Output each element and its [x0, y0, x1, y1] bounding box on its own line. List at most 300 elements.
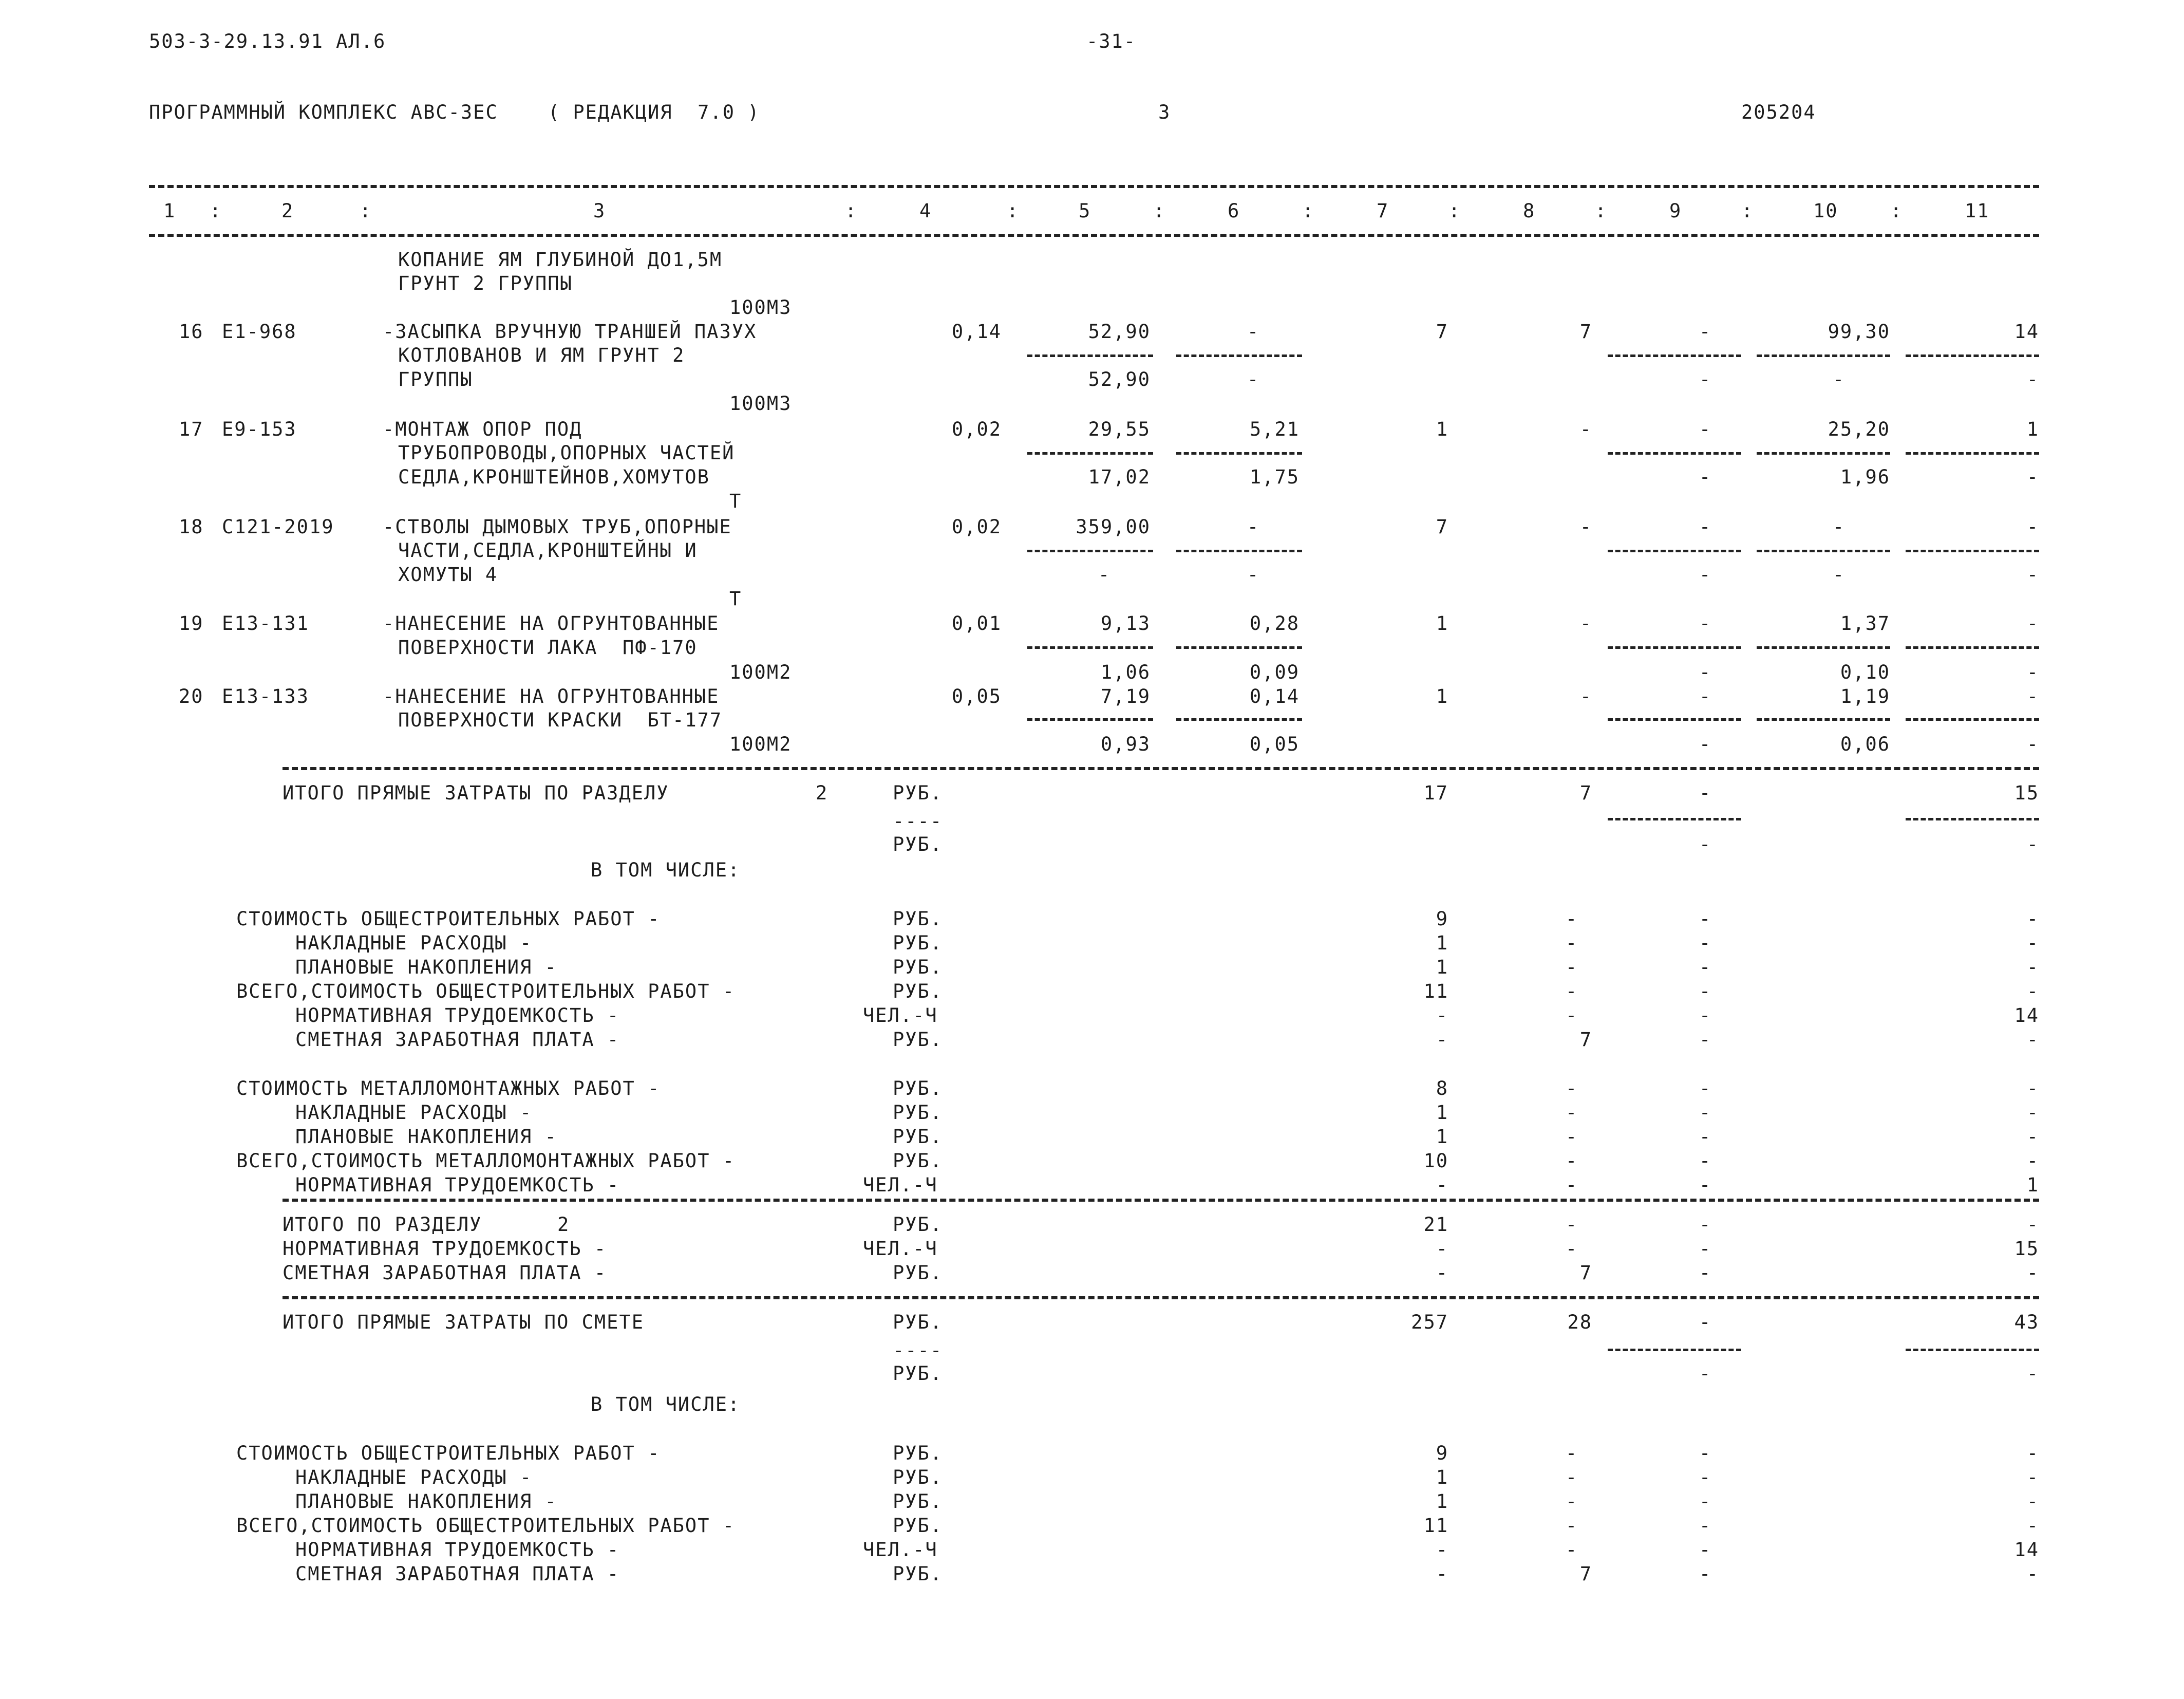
col-separator: : — [845, 200, 858, 222]
unit-label: РУБ. — [893, 1466, 943, 1488]
value-col9: - — [1699, 1213, 1712, 1236]
breakdown-label: НАКЛАДНЫЕ РАСХОДЫ - — [295, 932, 533, 954]
breakdown-label: НОРМАТИВНАЯ ТРУДОЕМКОСТЬ - — [295, 1174, 620, 1196]
total-col9: - — [1699, 782, 1712, 804]
cell-rule — [1176, 646, 1302, 649]
cell-rule — [1906, 452, 2039, 455]
col-header-1: 1 — [163, 200, 176, 222]
value-col9: - — [1699, 1101, 1712, 1124]
total-col11: 15 — [2014, 782, 2039, 804]
total-col11: 43 — [2014, 1311, 2039, 1333]
item-description-line: -НАНЕСЕНИЕ НА ОГРУНТОВАННЫЕ — [383, 685, 720, 707]
total-col9: - — [1699, 1311, 1712, 1333]
item-unit: 100М2 — [729, 661, 792, 683]
unit-label: РУБ. — [893, 1563, 943, 1585]
value-col7: 1 — [1436, 1490, 1448, 1513]
breakdown-label: НАКЛАДНЫЕ РАСХОДЫ - — [295, 1101, 533, 1124]
cell-col6: 0,14 — [1249, 685, 1300, 707]
value-col11: - — [2026, 1442, 2039, 1464]
including-heading: В ТОМ ЧИСЛЕ: — [591, 859, 741, 881]
cell-col9-sub: - — [1699, 466, 1712, 488]
cell-col10: 1,37 — [1840, 612, 1890, 634]
total-col11-sub: - — [2026, 833, 2039, 855]
value-col9: - — [1699, 1004, 1712, 1026]
breakdown-label: СМЕТНАЯ ЗАРАБОТНАЯ ПЛАТА - — [295, 1029, 620, 1051]
value-col11: - — [2026, 908, 2039, 930]
cell-col8: 7 — [1579, 321, 1592, 343]
value-col8: 7 — [1579, 1262, 1592, 1284]
value-col11: - — [2026, 980, 2039, 1002]
value-col7: 1 — [1436, 1101, 1448, 1124]
breakdown-label: СТОИМОСТЬ МЕТАЛЛОМОНТАЖНЫХ РАБОТ - — [236, 1077, 661, 1099]
cell-col9-sub: - — [1699, 661, 1712, 683]
cell-col9-sub: - — [1699, 733, 1712, 755]
item-number: 19 — [179, 612, 204, 634]
value-col9: - — [1699, 956, 1712, 978]
unit-label: ЧЕЛ.-Ч — [863, 1004, 938, 1026]
value-col9: - — [1699, 1238, 1712, 1260]
cell-col10-sub: - — [1832, 368, 1846, 390]
item-description-line: -СТВОЛЫ ДЫМОВЫХ ТРУБ,ОПОРНЫЕ — [383, 516, 732, 538]
value-col7: 9 — [1436, 908, 1448, 930]
col-separator: : — [1007, 200, 1020, 222]
value-col7: - — [1436, 1563, 1448, 1585]
value-col8: - — [1565, 1213, 1578, 1236]
item-number: 20 — [179, 685, 204, 707]
value-col8: - — [1565, 980, 1578, 1002]
col-separator: : — [1595, 200, 1608, 222]
cell-rule — [1608, 718, 1741, 721]
value-col7: 10 — [1423, 1150, 1448, 1172]
breakdown-label: НОРМАТИВНАЯ ТРУДОЕМКОСТЬ - — [283, 1238, 607, 1260]
breakdown-label: ПЛАНОВЫЕ НАКОПЛЕНИЯ - — [295, 956, 557, 978]
cell-col5: 359,00 — [1076, 516, 1151, 538]
cell-col7: 7 — [1436, 516, 1448, 538]
cell-rule — [1176, 452, 1302, 455]
cell-rule — [1608, 1349, 1741, 1351]
breakdown-label: ВСЕГО,СТОИМОСТЬ ОБЩЕСТРОИТЕЛЬНЫХ РАБОТ - — [236, 1515, 736, 1537]
item-code: С121-2019 — [222, 516, 334, 538]
cell-rule — [1608, 550, 1741, 552]
value-col11: 14 — [2014, 1004, 2039, 1026]
sheet-number: 3 — [1158, 101, 1171, 123]
breakdown-label: НОРМАТИВНАЯ ТРУДОЕМКОСТЬ - — [295, 1004, 620, 1026]
section-rule — [283, 1199, 2039, 1202]
value-col11: - — [2026, 1029, 2039, 1051]
col-separator: : — [1302, 200, 1315, 222]
cell-col8: - — [1579, 685, 1592, 707]
unit-label: РУБ. — [893, 1362, 943, 1385]
value-col8: - — [1565, 908, 1578, 930]
unit-label: ЧЕЛ.-Ч — [863, 1238, 938, 1260]
breakdown-label: ПЛАНОВЫЕ НАКОПЛЕНИЯ - — [295, 1126, 557, 1148]
item-description-line: ЧАСТИ,СЕДЛА,КРОНШТЕЙНЫ И — [398, 539, 698, 562]
value-col9: - — [1699, 1150, 1712, 1172]
value-col8: - — [1565, 1150, 1578, 1172]
cell-col6: 5,21 — [1249, 418, 1300, 440]
unit-label: РУБ. — [893, 1077, 943, 1099]
col-header-7: 7 — [1377, 200, 1389, 222]
cell-rule — [1608, 818, 1741, 820]
value-col7: - — [1436, 1174, 1448, 1196]
value-col11: - — [2026, 1466, 2039, 1488]
header-bottom-rule — [149, 234, 2039, 237]
value-col7: - — [1436, 1004, 1448, 1026]
cell-rule — [1757, 646, 1890, 649]
total-col8: 7 — [1579, 782, 1592, 804]
item-description-line: ГРУНТ 2 ГРУППЫ — [398, 272, 573, 294]
unit-label: ЧЕЛ.-Ч — [863, 1539, 938, 1561]
item-unit: Т — [729, 588, 742, 610]
cell-rule — [1906, 818, 2039, 820]
unit-label: РУБ. — [893, 782, 943, 804]
value-col8: - — [1565, 1442, 1578, 1464]
unit-label: РУБ. — [893, 1150, 943, 1172]
cell-col7: 1 — [1436, 685, 1448, 707]
value-col9: - — [1699, 1539, 1712, 1561]
value-col8: - — [1565, 1174, 1578, 1196]
unit-label: РУБ. — [893, 1213, 943, 1236]
item-description-line: ПОВЕРХНОСТИ ЛАКА ПФ-170 — [398, 637, 698, 659]
col-header-10: 10 — [1813, 200, 1838, 222]
cell-col11: 14 — [2014, 321, 2039, 343]
cell-col5-sub: - — [1098, 564, 1111, 586]
cell-col6-sub: 1,75 — [1249, 466, 1300, 488]
document-code: 503-3-29.13.91 АЛ.6 — [149, 30, 386, 52]
item-description-line: ХОМУТЫ 4 — [398, 564, 498, 586]
item-unit: 100М3 — [729, 393, 792, 415]
cell-col4: 0,05 — [951, 685, 1002, 707]
cell-col10: 99,30 — [1828, 321, 1890, 343]
value-col11: - — [2026, 1563, 2039, 1585]
cell-col5: 9,13 — [1100, 612, 1151, 634]
cell-col11: - — [2026, 685, 2039, 707]
unit-label: РУБ. — [893, 1101, 943, 1124]
cell-rule — [1757, 452, 1890, 455]
value-col7: 1 — [1436, 932, 1448, 954]
value-col9: - — [1699, 1262, 1712, 1284]
item-description-line: ПОВЕРХНОСТИ КРАСКИ БТ-177 — [398, 709, 723, 731]
value-col11: - — [2026, 1150, 2039, 1172]
unit-label: РУБ. — [893, 1126, 943, 1148]
col-header-3: 3 — [593, 200, 606, 222]
total-col11-sub: - — [2026, 1362, 2039, 1385]
unit-label: ЧЕЛ.-Ч — [863, 1174, 938, 1196]
cell-col10-sub: 1,96 — [1840, 466, 1890, 488]
breakdown-label: ПЛАНОВЫЕ НАКОПЛЕНИЯ - — [295, 1490, 557, 1513]
cell-col7: 7 — [1436, 321, 1448, 343]
cell-col10-sub: 0,10 — [1840, 661, 1890, 683]
cell-rule — [1906, 646, 2039, 649]
value-col8: - — [1565, 1539, 1578, 1561]
item-number: 18 — [179, 516, 204, 538]
item-code: Е1-968 — [222, 321, 297, 343]
cell-rule — [1608, 354, 1741, 357]
item-description-line: ГРУППЫ — [398, 368, 473, 390]
cell-rule — [1757, 718, 1890, 721]
value-col8: 7 — [1579, 1029, 1592, 1051]
including-heading: В ТОМ ЧИСЛЕ: — [591, 1393, 741, 1415]
cell-col8: - — [1579, 612, 1592, 634]
col-header-6: 6 — [1228, 200, 1240, 222]
cell-col10-sub: - — [1832, 564, 1846, 586]
cell-col11: 1 — [2026, 418, 2039, 440]
cell-rule — [1757, 354, 1890, 357]
date-code: 205204 — [1741, 101, 1816, 123]
cell-col5-sub: 1,06 — [1100, 661, 1151, 683]
item-description-line: КОПАНИЕ ЯМ ГЛУБИНОЙ ДО1,5М — [398, 249, 723, 271]
cell-col9: - — [1699, 418, 1712, 440]
value-col11: 14 — [2014, 1539, 2039, 1561]
cell-col6-sub: - — [1247, 564, 1260, 586]
col-separator: : — [1153, 200, 1166, 222]
item-number: 16 — [179, 321, 204, 343]
cell-col9: - — [1699, 516, 1712, 538]
cell-col6: 0,28 — [1249, 612, 1300, 634]
value-col11: - — [2026, 932, 2039, 954]
breakdown-label: СТОИМОСТЬ ОБЩЕСТРОИТЕЛЬНЫХ РАБОТ - — [236, 908, 661, 930]
cell-rule — [1906, 550, 2039, 552]
item-description-line: -ЗАСЫПКА ВРУЧНУЮ ТРАНШЕЙ ПАЗУХ — [383, 321, 757, 343]
total-col8: 28 — [1567, 1311, 1592, 1333]
value-col9: - — [1699, 1490, 1712, 1513]
cell-rule — [1176, 718, 1302, 721]
cell-col5-sub: 52,90 — [1088, 368, 1151, 390]
cell-col6: - — [1247, 321, 1260, 343]
unit-label: РУБ. — [893, 956, 943, 978]
cell-col6-sub: 0,05 — [1249, 733, 1300, 755]
breakdown-label: СМЕТНАЯ ЗАРАБОТНАЯ ПЛАТА - — [283, 1262, 607, 1284]
value-col7: 8 — [1436, 1077, 1448, 1099]
col-header-8: 8 — [1523, 200, 1536, 222]
cell-col5-sub: 0,93 — [1100, 733, 1151, 755]
value-col11: - — [2026, 1101, 2039, 1124]
col-header-4: 4 — [919, 200, 932, 222]
value-col9: - — [1699, 1515, 1712, 1537]
item-code: Е13-131 — [222, 612, 309, 634]
cell-col11-sub: - — [2026, 368, 2039, 390]
item-unit: 100М3 — [729, 296, 792, 319]
cell-col7: 1 — [1436, 418, 1448, 440]
col-separator: : — [1890, 200, 1903, 222]
cell-col5-sub: 17,02 — [1088, 466, 1151, 488]
unit-label: РУБ. — [893, 1311, 943, 1333]
cell-col6-sub: 0,09 — [1249, 661, 1300, 683]
total-label: ИТОГО ПРЯМЫЕ ЗАТРАТЫ ПО РАЗДЕЛУ — [283, 782, 669, 804]
unit-label-dashes: ---- — [893, 1339, 943, 1361]
value-col11: 1 — [2026, 1174, 2039, 1196]
value-col7: - — [1436, 1238, 1448, 1260]
cell-col7: 1 — [1436, 612, 1448, 634]
cell-col11-sub: - — [2026, 661, 2039, 683]
cell-col11-sub: - — [2026, 564, 2039, 586]
cell-col10: 25,20 — [1828, 418, 1890, 440]
unit-label: РУБ. — [893, 1442, 943, 1464]
item-description-line: -МОНТАЖ ОПОР ПОД — [383, 418, 582, 440]
cell-rule — [1176, 550, 1302, 552]
value-col7: - — [1436, 1262, 1448, 1284]
breakdown-label: СМЕТНАЯ ЗАРАБОТНАЯ ПЛАТА - — [295, 1563, 620, 1585]
cell-col8: - — [1579, 418, 1592, 440]
value-col11: - — [2026, 1077, 2039, 1099]
cell-col5: 29,55 — [1088, 418, 1151, 440]
section-rule — [283, 767, 2039, 770]
col-header-9: 9 — [1669, 200, 1682, 222]
program-title: ПРОГРАММНЫЙ КОМПЛЕКС АВС-3ЕС ( РЕДАКЦИЯ 7.0 ) — [149, 101, 760, 123]
cell-rule — [1027, 354, 1153, 357]
value-col9: - — [1699, 1174, 1712, 1196]
total-col7: 17 — [1423, 782, 1448, 804]
cell-col11-sub: - — [2026, 733, 2039, 755]
value-col8: - — [1565, 1077, 1578, 1099]
value-col7: - — [1436, 1029, 1448, 1051]
cell-rule — [1608, 646, 1741, 649]
unit-label: РУБ. — [893, 1515, 943, 1537]
value-col11: - — [2026, 1213, 2039, 1236]
unit-label: РУБ. — [893, 833, 943, 855]
value-col8: - — [1565, 1515, 1578, 1537]
value-col8: 7 — [1579, 1563, 1592, 1585]
cell-col4: 0,02 — [951, 418, 1002, 440]
value-col7: 1 — [1436, 956, 1448, 978]
cell-col4: 0,02 — [951, 516, 1002, 538]
cell-col8: - — [1579, 516, 1592, 538]
unit-label-dashes: ---- — [893, 810, 943, 832]
cell-col6: - — [1247, 516, 1260, 538]
item-code: Е9-153 — [222, 418, 297, 440]
value-col11: - — [2026, 1490, 2039, 1513]
cell-rule — [1027, 646, 1153, 649]
value-col8: - — [1565, 1004, 1578, 1026]
value-col9: - — [1699, 932, 1712, 954]
cell-rule — [1757, 550, 1890, 552]
cell-rule — [1906, 1349, 2039, 1351]
value-col8: - — [1565, 1126, 1578, 1148]
cell-col9: - — [1699, 612, 1712, 634]
col-separator: : — [210, 200, 222, 222]
cell-rule — [1027, 550, 1153, 552]
cell-col10: - — [1832, 516, 1846, 538]
total-col9-sub: - — [1699, 1362, 1712, 1385]
unit-label: РУБ. — [893, 1490, 943, 1513]
cell-col10: 1,19 — [1840, 685, 1890, 707]
page-number: -31- — [1086, 30, 1137, 52]
item-description-line: ТРУБОПРОВОДЫ,ОПОРНЫХ ЧАСТЕЙ — [398, 442, 735, 464]
cell-col6-sub: - — [1247, 368, 1260, 390]
value-col9: - — [1699, 1126, 1712, 1148]
total-label: ИТОГО ПО РАЗДЕЛУ — [283, 1213, 482, 1236]
cell-rule — [1906, 354, 2039, 357]
col-separator: : — [1448, 200, 1461, 222]
value-col7: 1 — [1436, 1126, 1448, 1148]
value-col8: - — [1565, 1490, 1578, 1513]
cell-rule — [1176, 354, 1302, 357]
breakdown-label: ВСЕГО,СТОИМОСТЬ МЕТАЛЛОМОНТАЖНЫХ РАБОТ - — [236, 1150, 736, 1172]
unit-label: РУБ. — [893, 1262, 943, 1284]
value-col7: 11 — [1423, 1515, 1448, 1537]
cell-col11: - — [2026, 516, 2039, 538]
value-col9: - — [1699, 1466, 1712, 1488]
breakdown-label: НОРМАТИВНАЯ ТРУДОЕМКОСТЬ - — [295, 1539, 620, 1561]
value-col7: 1 — [1436, 1466, 1448, 1488]
value-col7: - — [1436, 1539, 1448, 1561]
cell-rule — [1906, 718, 2039, 721]
value-col11: - — [2026, 1262, 2039, 1284]
value-col9: - — [1699, 908, 1712, 930]
item-description-line: КОТЛОВАНОВ И ЯМ ГРУНТ 2 — [398, 344, 685, 366]
section-number: 2 — [816, 782, 829, 804]
item-unit: Т — [729, 490, 742, 512]
cell-col11: - — [2026, 612, 2039, 634]
total-col7: 257 — [1411, 1311, 1448, 1333]
breakdown-label: СТОИМОСТЬ ОБЩЕСТРОИТЕЛЬНЫХ РАБОТ - — [236, 1442, 661, 1464]
breakdown-label: ВСЕГО,СТОИМОСТЬ ОБЩЕСТРОИТЕЛЬНЫХ РАБОТ - — [236, 980, 736, 1002]
cell-col11-sub: - — [2026, 466, 2039, 488]
cell-col9-sub: - — [1699, 564, 1712, 586]
value-col11: - — [2026, 956, 2039, 978]
col-header-2: 2 — [281, 200, 294, 222]
unit-label: РУБ. — [893, 980, 943, 1002]
col-header-5: 5 — [1079, 200, 1091, 222]
cell-col9: - — [1699, 685, 1712, 707]
value-col11: - — [2026, 1515, 2039, 1537]
value-col7: 21 — [1423, 1213, 1448, 1236]
section-rule — [283, 1296, 2039, 1299]
value-col9: - — [1699, 1077, 1712, 1099]
total-label: ИТОГО ПРЯМЫЕ ЗАТРАТЫ ПО СМЕТЕ — [283, 1311, 645, 1333]
table-top-rule — [149, 185, 2039, 188]
col-header-11: 11 — [1965, 200, 1990, 222]
col-separator: : — [360, 200, 372, 222]
total-col9-sub: - — [1699, 833, 1712, 855]
value-col11: - — [2026, 1126, 2039, 1148]
section-number: 2 — [557, 1213, 570, 1236]
cell-col10-sub: 0,06 — [1840, 733, 1890, 755]
item-code: Е13-133 — [222, 685, 309, 707]
value-col7: 11 — [1423, 980, 1448, 1002]
cell-col9: - — [1699, 321, 1712, 343]
cell-col4: 0,01 — [951, 612, 1002, 634]
cell-rule — [1027, 718, 1153, 721]
item-unit: 100М2 — [729, 733, 792, 755]
unit-label: РУБ. — [893, 908, 943, 930]
cell-col5: 52,90 — [1088, 321, 1151, 343]
col-separator: : — [1741, 200, 1754, 222]
cell-col5: 7,19 — [1100, 685, 1151, 707]
cell-rule — [1027, 452, 1153, 455]
value-col8: - — [1565, 1238, 1578, 1260]
value-col9: - — [1699, 1442, 1712, 1464]
item-description-line: СЕДЛА,КРОНШТЕЙНОВ,ХОМУТОВ — [398, 466, 710, 488]
item-number: 17 — [179, 418, 204, 440]
breakdown-label: НАКЛАДНЫЕ РАСХОДЫ - — [295, 1466, 533, 1488]
value-col9: - — [1699, 1029, 1712, 1051]
value-col8: - — [1565, 956, 1578, 978]
value-col8: - — [1565, 1466, 1578, 1488]
value-col9: - — [1699, 980, 1712, 1002]
value-col8: - — [1565, 932, 1578, 954]
value-col8: - — [1565, 1101, 1578, 1124]
value-col7: 9 — [1436, 1442, 1448, 1464]
value-col11: 15 — [2014, 1238, 2039, 1260]
cell-col4: 0,14 — [951, 321, 1002, 343]
unit-label: РУБ. — [893, 1029, 943, 1051]
value-col9: - — [1699, 1563, 1712, 1585]
unit-label: РУБ. — [893, 932, 943, 954]
cell-rule — [1608, 452, 1741, 455]
cell-col9-sub: - — [1699, 368, 1712, 390]
item-description-line: -НАНЕСЕНИЕ НА ОГРУНТОВАННЫЕ — [383, 612, 720, 634]
